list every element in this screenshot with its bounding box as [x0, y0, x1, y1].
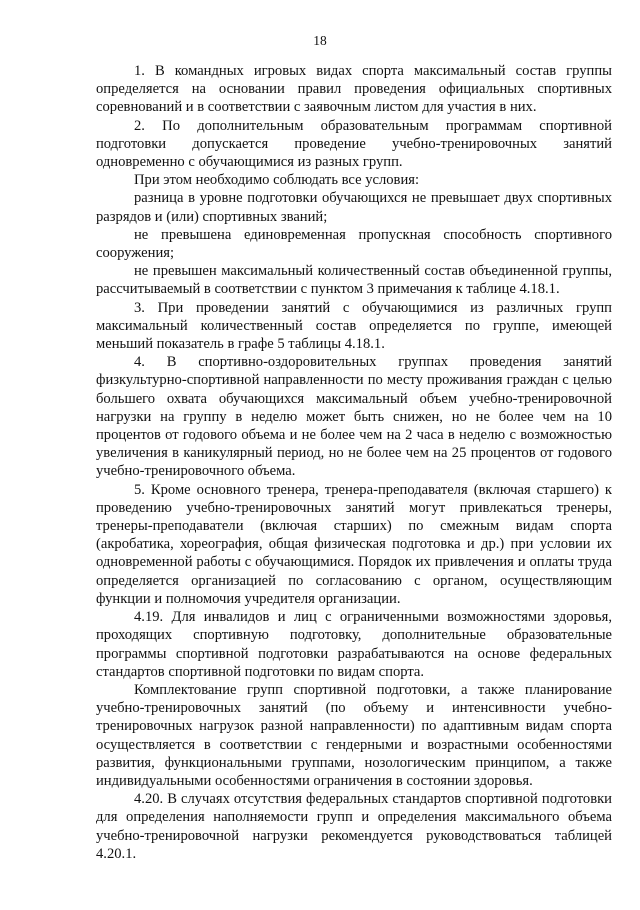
page-number: 18 [313, 33, 327, 48]
paragraph-conditions-intro: При этом необходимо соблюдать все условия: [134, 172, 420, 189]
paragraph-2: 2. По дополнительным образовательным программам спортивной подготовки допускается проведение учебно-тренировочных занятий одновременно с обучающимися из разных групп. [96, 117, 612, 171]
condition-level-difference: разница в уровне подготовки обучающихся не превышает двух спортивных разрядов и (или) спортивных званий; [96, 190, 612, 225]
paragraph-1: 1. В командных игровых видах спорта максимальный состав группы определяется на основании правил проведения официальных спортивных соревнований и в соответствии с заявочным листом для участия в них. [96, 63, 612, 116]
document-body [96, 62, 612, 863]
section-4-19: 4.19. Для инвалидов и лиц с ограниченными возможностями здоровья, проходящих спортивную подготовку, дополнительные образовательные программы спортивной подготовки разрабатываются на основе федеральных стандартов спортивной подготовки по видам спорта. [96, 609, 612, 680]
section-4-20: 4.20. В случаях отсутствия федеральных стандартов спортивной подготовки для определения наполняемости групп и определения максимального объема учебно-тренировочной нагрузки рекомендуется руководствоваться таблицей 4.20.1. [96, 791, 612, 862]
condition-capacity: не превышена единовременная пропускная способность спортивного сооружения; [96, 226, 612, 262]
paragraph-3: 3. При проведении занятий с обучающимися из различных групп максимальный количественный состав определяется по группе, имеющей меньший показатель в графе 5 таблицы 4.18.1. [96, 299, 612, 353]
paragraph-4: 4. В спортивно-оздоровительных группах проведения занятий физкультурно-спортивной направленности по месту проживания граждан с целью большего охвата обучающихся максимальный объем учебно-тренировочной нагрузки на группу в неделю может быть снижен, но не более чем на 10 процентов от годового объема и не более чем на 2 часа в неделю с возможностью увеличения в каникулярный период, но не более чем на 25 процентов от годового учебно-тренировочного объема. [96, 354, 612, 480]
condition-max-group: не превышен максимальный количественный состав объединенной группы, рассчитываемый в соответствии с пунктом 3 примечания к таблице 4.18.1. [96, 263, 612, 298]
paragraph-5: 5. Кроме основного тренера, тренера-преподавателя (включая старшего) к проведению учебно-тренировочных занятий могут привлекаться тренеры, тренеры-преподаватели (включая старших) по смежным видам спорта (акробатика, хореография, общая физическая подготовка и др.) при условии их одновременной работы с обучающимися. Порядок их привлечения и оплаты труда определяется организацией по согласованию с органом, осуществляющим функции и полномочия учредителя организации. [96, 481, 612, 607]
paragraph-adaptive-sports: Комплектование групп спортивной подготовки, а также планирование учебно-тренировочных занятий (по объему и интенсивности учебно-тренировочных нагрузок разной направленности) по адаптивным видам спорта осуществляется в соответствии с гендерными и возрастными особенностями развития, функциональными группами, нозологическим принципом, а также индивидуальными особенностями ограничения в состоянии здоровья. [96, 681, 612, 789]
